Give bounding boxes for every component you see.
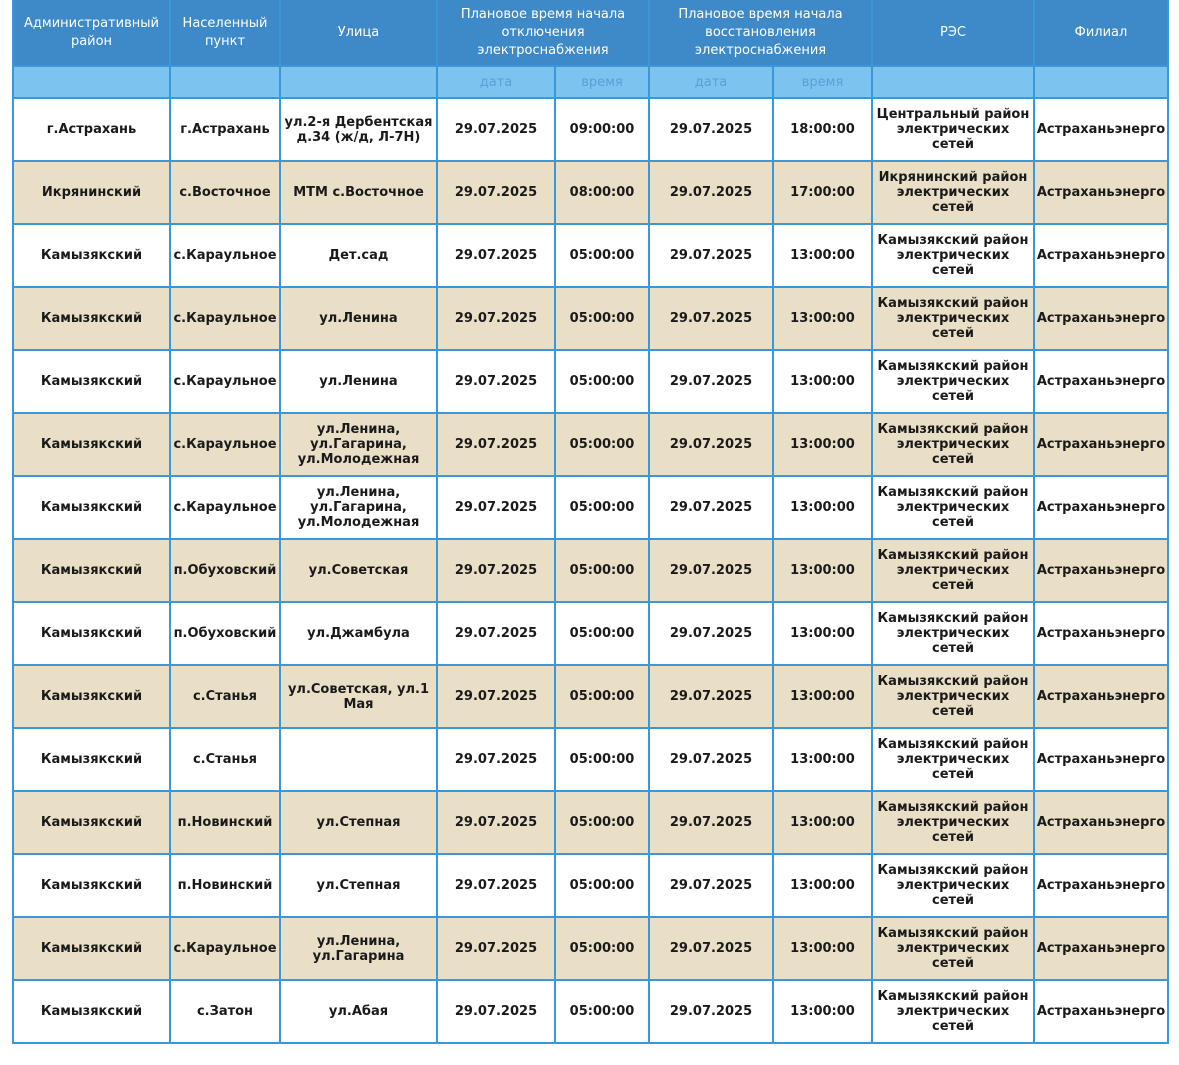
table-row — [13, 854, 1168, 917]
cell-district: Камызякский — [13, 602, 170, 665]
subheader-empty — [1034, 66, 1168, 98]
cell-on-date: 29.07.2025 — [649, 728, 773, 791]
subheader-empty — [170, 66, 280, 98]
table-row — [13, 980, 1168, 1043]
cell-on-date: 29.07.2025 — [649, 287, 773, 350]
cell-on-date: 29.07.2025 — [649, 791, 773, 854]
table-row — [13, 728, 1168, 791]
cell-street: ул.Джамбула — [280, 602, 437, 665]
cell-off-date: 29.07.2025 — [437, 917, 555, 980]
cell-off-time: 05:00:00 — [555, 854, 649, 917]
cell-settlement: с.Караульное — [170, 917, 280, 980]
cell-res: Камызякский район электрических сетей — [872, 287, 1034, 350]
cell-settlement: с.Караульное — [170, 350, 280, 413]
cell-res: Камызякский район электрических сетей — [872, 224, 1034, 287]
cell-on-time: 13:00:00 — [773, 728, 872, 791]
cell-off-date: 29.07.2025 — [437, 791, 555, 854]
table-body — [13, 98, 1168, 1043]
cell-on-date: 29.07.2025 — [649, 350, 773, 413]
cell-settlement: г.Астрахань — [170, 98, 280, 161]
cell-res: Центральный район электрических сетей — [872, 98, 1034, 161]
cell-street: ул.Ленина, ул.Гагарина — [280, 917, 437, 980]
cell-res: Камызякский район электрических сетей — [872, 602, 1034, 665]
cell-settlement: с.Караульное — [170, 413, 280, 476]
cell-res: Камызякский район электрических сетей — [872, 728, 1034, 791]
cell-off-time: 05:00:00 — [555, 665, 649, 728]
cell-on-time: 13:00:00 — [773, 287, 872, 350]
cell-settlement: с.Восточное — [170, 161, 280, 224]
subheader-on-time: время — [773, 66, 872, 98]
cell-district: Камызякский — [13, 350, 170, 413]
cell-off-date: 29.07.2025 — [437, 728, 555, 791]
cell-district: Камызякский — [13, 854, 170, 917]
cell-res: Камызякский район электрических сетей — [872, 917, 1034, 980]
cell-settlement: с.Затон — [170, 980, 280, 1043]
cell-settlement: п.Новинский — [170, 854, 280, 917]
cell-street: ул.Советская — [280, 539, 437, 602]
cell-on-time: 13:00:00 — [773, 602, 872, 665]
cell-district: Камызякский — [13, 287, 170, 350]
cell-res: Камызякский район электрических сетей — [872, 980, 1034, 1043]
cell-off-date: 29.07.2025 — [437, 224, 555, 287]
header-planned-off: Плановое время начала отключения электроснабжения — [437, 0, 649, 66]
table-row — [13, 602, 1168, 665]
cell-off-date: 29.07.2025 — [437, 854, 555, 917]
table-row — [13, 224, 1168, 287]
cell-settlement: с.Станья — [170, 728, 280, 791]
cell-off-time: 05:00:00 — [555, 539, 649, 602]
table-row — [13, 413, 1168, 476]
cell-branch: Астраханьэнерго — [1034, 539, 1168, 602]
subheader-on-date: дата — [649, 66, 773, 98]
subheader-empty — [280, 66, 437, 98]
cell-res: Камызякский район электрических сетей — [872, 413, 1034, 476]
cell-res: Камызякский район электрических сетей — [872, 791, 1034, 854]
cell-street: ул.2-я Дербентская д.34 (ж/д, Л-7Н) — [280, 98, 437, 161]
subheader-off-time: время — [555, 66, 649, 98]
cell-on-time: 13:00:00 — [773, 350, 872, 413]
subheader-off-date: дата — [437, 66, 555, 98]
cell-on-time: 13:00:00 — [773, 917, 872, 980]
cell-district: Камызякский — [13, 224, 170, 287]
subheader-row — [13, 66, 1168, 98]
cell-on-date: 29.07.2025 — [649, 539, 773, 602]
cell-off-time: 05:00:00 — [555, 287, 649, 350]
cell-district: Камызякский — [13, 413, 170, 476]
cell-on-date: 29.07.2025 — [649, 665, 773, 728]
cell-settlement: п.Обуховский — [170, 602, 280, 665]
cell-off-date: 29.07.2025 — [437, 413, 555, 476]
cell-off-date: 29.07.2025 — [437, 665, 555, 728]
cell-district: Камызякский — [13, 476, 170, 539]
cell-res: Камызякский район электрических сетей — [872, 665, 1034, 728]
subheader-empty — [872, 66, 1034, 98]
cell-on-date: 29.07.2025 — [649, 917, 773, 980]
cell-off-time: 05:00:00 — [555, 476, 649, 539]
cell-off-date: 29.07.2025 — [437, 98, 555, 161]
cell-off-time: 05:00:00 — [555, 602, 649, 665]
cell-off-time: 05:00:00 — [555, 728, 649, 791]
cell-branch: Астраханьэнерго — [1034, 665, 1168, 728]
outage-schedule-table — [12, 0, 1169, 1044]
table-header — [13, 0, 1168, 98]
cell-district: Камызякский — [13, 917, 170, 980]
cell-on-time: 13:00:00 — [773, 476, 872, 539]
cell-res: Камызякский район электрических сетей — [872, 854, 1034, 917]
cell-on-time: 18:00:00 — [773, 98, 872, 161]
cell-on-time: 13:00:00 — [773, 224, 872, 287]
cell-settlement: с.Караульное — [170, 287, 280, 350]
cell-street: ул.Ленина, ул.Гагарина, ул.Молодежная — [280, 413, 437, 476]
cell-district: Икрянинский — [13, 161, 170, 224]
cell-on-date: 29.07.2025 — [649, 98, 773, 161]
cell-branch: Астраханьэнерго — [1034, 728, 1168, 791]
cell-res: Камызякский район электрических сетей — [872, 539, 1034, 602]
cell-on-date: 29.07.2025 — [649, 980, 773, 1043]
cell-street: ул.Степная — [280, 854, 437, 917]
cell-district: Камызякский — [13, 980, 170, 1043]
cell-res: Камызякский район электрических сетей — [872, 350, 1034, 413]
cell-district: г.Астрахань — [13, 98, 170, 161]
cell-street: ул.Советская, ул.1 Мая — [280, 665, 437, 728]
cell-district: Камызякский — [13, 539, 170, 602]
cell-on-time: 13:00:00 — [773, 854, 872, 917]
subheader-empty — [13, 66, 170, 98]
cell-branch: Астраханьэнерго — [1034, 476, 1168, 539]
cell-street: ул.Абая — [280, 980, 437, 1043]
table-row — [13, 287, 1168, 350]
cell-street: ул.Степная — [280, 791, 437, 854]
cell-on-time: 13:00:00 — [773, 980, 872, 1043]
cell-on-date: 29.07.2025 — [649, 224, 773, 287]
cell-off-time: 05:00:00 — [555, 980, 649, 1043]
table-row — [13, 539, 1168, 602]
cell-district: Камызякский — [13, 791, 170, 854]
cell-on-time: 13:00:00 — [773, 539, 872, 602]
cell-off-date: 29.07.2025 — [437, 350, 555, 413]
cell-branch: Астраханьэнерго — [1034, 854, 1168, 917]
cell-street: ул.Ленина — [280, 287, 437, 350]
table-row — [13, 791, 1168, 854]
cell-off-date: 29.07.2025 — [437, 476, 555, 539]
cell-off-time: 05:00:00 — [555, 791, 649, 854]
table-row — [13, 665, 1168, 728]
cell-street: ул.Ленина, ул.Гагарина, ул.Молодежная — [280, 476, 437, 539]
cell-branch: Астраханьэнерго — [1034, 98, 1168, 161]
cell-on-date: 29.07.2025 — [649, 476, 773, 539]
cell-settlement: с.Караульное — [170, 476, 280, 539]
cell-branch: Астраханьэнерго — [1034, 980, 1168, 1043]
cell-street: МТМ с.Восточное — [280, 161, 437, 224]
cell-district: Камызякский — [13, 728, 170, 791]
cell-res: Камызякский район электрических сетей — [872, 476, 1034, 539]
cell-off-date: 29.07.2025 — [437, 161, 555, 224]
cell-district: Камызякский — [13, 665, 170, 728]
cell-on-date: 29.07.2025 — [649, 602, 773, 665]
table-row — [13, 98, 1168, 161]
cell-settlement: с.Станья — [170, 665, 280, 728]
cell-branch: Астраханьэнерго — [1034, 413, 1168, 476]
cell-settlement: п.Обуховский — [170, 539, 280, 602]
cell-settlement: п.Новинский — [170, 791, 280, 854]
cell-branch: Астраханьэнерго — [1034, 350, 1168, 413]
cell-on-date: 29.07.2025 — [649, 854, 773, 917]
cell-branch: Астраханьэнерго — [1034, 602, 1168, 665]
cell-on-time: 13:00:00 — [773, 665, 872, 728]
cell-on-date: 29.07.2025 — [649, 161, 773, 224]
cell-on-time: 17:00:00 — [773, 161, 872, 224]
cell-street: Дет.сад — [280, 224, 437, 287]
cell-off-date: 29.07.2025 — [437, 980, 555, 1043]
header-planned-on: Плановое время начала восстановления электроснабжения — [649, 0, 872, 66]
cell-branch: Астраханьэнерго — [1034, 791, 1168, 854]
cell-off-date: 29.07.2025 — [437, 539, 555, 602]
cell-res: Икрянинский район электрических сетей — [872, 161, 1034, 224]
cell-off-time: 05:00:00 — [555, 917, 649, 980]
table-row — [13, 350, 1168, 413]
cell-branch: Астраханьэнерго — [1034, 224, 1168, 287]
cell-on-time: 13:00:00 — [773, 791, 872, 854]
table-row — [13, 476, 1168, 539]
cell-off-date: 29.07.2025 — [437, 602, 555, 665]
table-row — [13, 161, 1168, 224]
header-branch: Филиал — [1034, 0, 1168, 66]
cell-branch: Астраханьэнерго — [1034, 287, 1168, 350]
cell-off-date: 29.07.2025 — [437, 287, 555, 350]
header-row — [13, 0, 1168, 66]
table-row — [13, 917, 1168, 980]
cell-street: ул.Ленина — [280, 350, 437, 413]
header-street: Улица — [280, 0, 437, 66]
cell-branch: Астраханьэнерго — [1034, 917, 1168, 980]
header-settlement: Населенный пункт — [170, 0, 280, 66]
cell-off-time: 09:00:00 — [555, 98, 649, 161]
header-admin-district: Административный район — [13, 0, 170, 66]
cell-off-time: 05:00:00 — [555, 413, 649, 476]
cell-on-time: 13:00:00 — [773, 413, 872, 476]
cell-on-date: 29.07.2025 — [649, 413, 773, 476]
cell-off-time: 08:00:00 — [555, 161, 649, 224]
cell-settlement: с.Караульное — [170, 224, 280, 287]
cell-street — [280, 728, 437, 791]
cell-off-time: 05:00:00 — [555, 350, 649, 413]
cell-branch: Астраханьэнерго — [1034, 161, 1168, 224]
header-res: РЭС — [872, 0, 1034, 66]
cell-off-time: 05:00:00 — [555, 224, 649, 287]
